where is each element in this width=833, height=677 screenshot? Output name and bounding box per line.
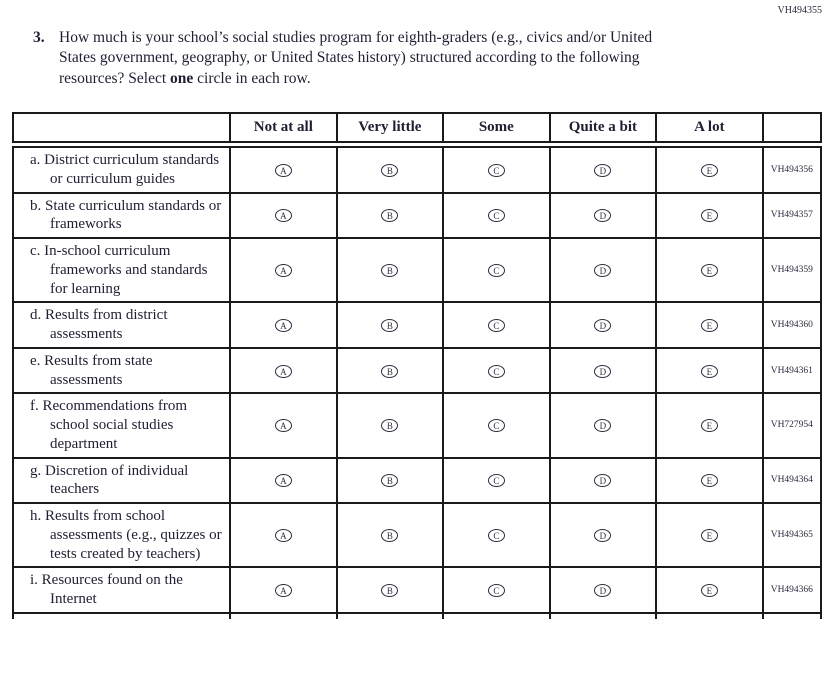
row-code: VH494364 xyxy=(763,458,821,504)
header-code-cell xyxy=(763,113,821,145)
question-text-lead: How much is your school’s social studies program for eighth-graders (e.g., civics and/or United States government, geography, or United States history) structured according to the following resources? Select xyxy=(59,29,653,87)
answer-bubble[interactable]: A xyxy=(275,529,292,542)
row-label: a. District curriculum standards or curriculum guides xyxy=(13,145,230,193)
answer-bubble[interactable]: D xyxy=(594,529,611,542)
answer-bubble[interactable]: E xyxy=(701,164,718,177)
option-cell xyxy=(337,145,444,193)
answer-bubble[interactable]: C xyxy=(488,164,505,177)
option-cell xyxy=(550,567,657,613)
page-accession-code: VH494355 xyxy=(777,5,822,16)
answer-bubble[interactable]: E xyxy=(701,419,718,432)
row-label: h. Results from school assessments (e.g., quizzes or tests created by teachers) xyxy=(13,503,230,567)
answer-bubble[interactable]: D xyxy=(594,584,611,597)
answer-bubble[interactable]: D xyxy=(594,319,611,332)
answer-bubble[interactable]: A xyxy=(275,419,292,432)
option-cell xyxy=(443,503,550,567)
answer-bubble[interactable]: D xyxy=(594,209,611,222)
row-code: VH494366 xyxy=(763,567,821,613)
row-code: VH494365 xyxy=(763,503,821,567)
option-cell xyxy=(550,393,657,457)
option-cell xyxy=(656,145,763,193)
header-row xyxy=(13,113,821,145)
option-cell xyxy=(337,503,444,567)
answer-bubble[interactable]: A xyxy=(275,264,292,277)
cutoff-cell xyxy=(763,613,821,619)
table-row xyxy=(13,348,821,394)
row-code: VH494361 xyxy=(763,348,821,394)
answer-bubble[interactable]: C xyxy=(488,529,505,542)
option-cell xyxy=(656,458,763,504)
option-cell xyxy=(443,567,550,613)
option-cell xyxy=(443,193,550,239)
cutoff-cell xyxy=(443,613,550,619)
option-cell xyxy=(443,458,550,504)
option-cell xyxy=(337,458,444,504)
cutoff-next-row xyxy=(13,613,821,619)
column-header-quite-a-bit: Quite a bit xyxy=(550,113,657,145)
answer-bubble[interactable]: C xyxy=(488,419,505,432)
answer-bubble[interactable]: A xyxy=(275,474,292,487)
column-header-a-lot: A lot xyxy=(656,113,763,145)
answer-bubble[interactable]: D xyxy=(594,264,611,277)
answer-bubble[interactable]: B xyxy=(381,584,398,597)
option-cell xyxy=(550,348,657,394)
answer-bubble[interactable]: E xyxy=(701,584,718,597)
answer-bubble[interactable]: E xyxy=(701,209,718,222)
option-cell xyxy=(230,193,337,239)
option-cell xyxy=(656,567,763,613)
option-cell xyxy=(337,238,444,302)
option-cell xyxy=(230,567,337,613)
option-cell xyxy=(550,503,657,567)
option-cell xyxy=(656,393,763,457)
option-cell xyxy=(230,393,337,457)
answer-bubble[interactable]: B xyxy=(381,209,398,222)
option-cell xyxy=(656,238,763,302)
row-label: d. Results from district assessments xyxy=(13,302,230,348)
question-text xyxy=(59,28,674,89)
option-cell xyxy=(656,348,763,394)
answer-bubble[interactable]: C xyxy=(488,319,505,332)
row-code: VH494357 xyxy=(763,193,821,239)
question-number: 3. xyxy=(33,29,45,46)
option-cell xyxy=(443,393,550,457)
answer-bubble[interactable]: E xyxy=(701,264,718,277)
row-label: f. Recommendations from school social studies department xyxy=(13,393,230,457)
column-header-very-little: Very little xyxy=(337,113,444,145)
cutoff-cell xyxy=(337,613,444,619)
table-row xyxy=(13,567,821,613)
answer-bubble[interactable]: A xyxy=(275,164,292,177)
table-row xyxy=(13,193,821,239)
table-row xyxy=(13,238,821,302)
cutoff-cell xyxy=(656,613,763,619)
option-cell xyxy=(230,348,337,394)
option-cell xyxy=(656,302,763,348)
answer-bubble[interactable]: D xyxy=(594,365,611,378)
answer-bubble[interactable]: C xyxy=(488,365,505,378)
option-cell xyxy=(337,302,444,348)
answer-bubble[interactable]: B xyxy=(381,164,398,177)
row-code: VH494360 xyxy=(763,302,821,348)
option-cell xyxy=(656,503,763,567)
option-cell xyxy=(550,302,657,348)
option-cell xyxy=(443,145,550,193)
option-cell xyxy=(550,193,657,239)
row-label: b. State curriculum standards or frameworks xyxy=(13,193,230,239)
answer-bubble[interactable]: B xyxy=(381,474,398,487)
answer-bubble[interactable]: E xyxy=(701,529,718,542)
option-cell xyxy=(550,145,657,193)
table-row xyxy=(13,393,821,457)
answer-bubble[interactable]: B xyxy=(381,319,398,332)
row-code: VH494356 xyxy=(763,145,821,193)
question-text-bold-one: one xyxy=(170,69,194,87)
answer-bubble[interactable]: E xyxy=(701,365,718,378)
table-row xyxy=(13,302,821,348)
row-label: e. Results from state assessments xyxy=(13,348,230,394)
answer-bubble[interactable]: D xyxy=(594,164,611,177)
answer-bubble[interactable]: D xyxy=(594,419,611,432)
answer-bubble[interactable]: A xyxy=(275,319,292,332)
option-cell xyxy=(230,145,337,193)
option-cell xyxy=(337,193,444,239)
column-header-some: Some xyxy=(443,113,550,145)
cutoff-cell xyxy=(550,613,657,619)
option-cell xyxy=(230,238,337,302)
answer-bubble[interactable]: E xyxy=(701,319,718,332)
option-cell xyxy=(443,302,550,348)
table-row xyxy=(13,145,821,193)
header-empty-cell xyxy=(13,113,230,145)
table-row xyxy=(13,503,821,567)
option-cell xyxy=(337,393,444,457)
answer-bubble[interactable]: B xyxy=(381,365,398,378)
cutoff-cell xyxy=(230,613,337,619)
answer-bubble[interactable]: B xyxy=(381,529,398,542)
answer-bubble[interactable]: D xyxy=(594,474,611,487)
row-label: i. Resources found on the Internet xyxy=(13,567,230,613)
option-cell xyxy=(656,193,763,239)
answer-bubble[interactable]: A xyxy=(275,209,292,222)
option-cell xyxy=(443,238,550,302)
row-label: g. Discretion of individual teachers xyxy=(13,458,230,504)
option-cell xyxy=(550,238,657,302)
response-matrix-table xyxy=(12,112,822,619)
option-cell xyxy=(337,348,444,394)
answer-bubble[interactable]: B xyxy=(381,419,398,432)
option-cell xyxy=(550,458,657,504)
column-header-not-at-all: Not at all xyxy=(230,113,337,145)
answer-rows xyxy=(13,145,821,619)
question-block xyxy=(33,28,681,89)
option-cell xyxy=(230,302,337,348)
answer-bubble[interactable]: C xyxy=(488,584,505,597)
row-code: VH494359 xyxy=(763,238,821,302)
option-cell xyxy=(230,503,337,567)
answer-bubble[interactable]: A xyxy=(275,584,292,597)
answer-bubble[interactable]: E xyxy=(701,474,718,487)
answer-bubble[interactable]: A xyxy=(275,365,292,378)
question-text-tail: circle in each row. xyxy=(193,69,311,87)
answer-bubble[interactable]: B xyxy=(381,264,398,277)
row-code: VH727954 xyxy=(763,393,821,457)
option-cell xyxy=(230,458,337,504)
option-cell xyxy=(337,567,444,613)
table-row xyxy=(13,458,821,504)
option-cell xyxy=(443,348,550,394)
cutoff-cell xyxy=(13,613,230,619)
answer-bubble[interactable]: C xyxy=(488,264,505,277)
answer-bubble[interactable]: C xyxy=(488,474,505,487)
answer-bubble[interactable]: C xyxy=(488,209,505,222)
row-label: c. In-school curriculum frameworks and standards for learning xyxy=(13,238,230,302)
